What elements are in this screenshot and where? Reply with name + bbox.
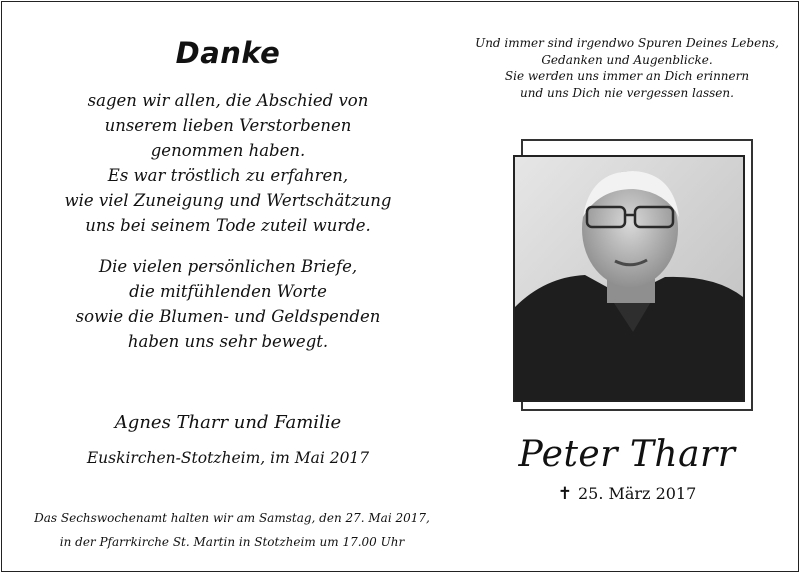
- memorial-quote: [454, 35, 800, 101]
- text-line: wie viel Zuneigung und Wertschätzung: [64, 191, 392, 210]
- text-line: sowie die Blumen- und Geldspenden: [75, 307, 381, 326]
- quote-line: Sie werden uns immer an Dich erinnern: [504, 69, 750, 83]
- cross-icon: ✝: [557, 484, 572, 504]
- quote-line: Gedanken und Augenblicke.: [541, 52, 713, 67]
- family-signature: Agnes Tharr und Familie: [114, 412, 342, 433]
- quote-line: und uns Dich nie vergessen lassen.: [520, 85, 734, 100]
- deceased-name: Peter Tharr: [518, 434, 736, 475]
- text-line: Die vielen persönlichen Briefe,: [98, 257, 358, 276]
- text-line: haben uns sehr bewegt.: [127, 332, 329, 351]
- notice-line: Das Sechswochenamt halten wir am Samstag, den 27. Mai 2017,: [34, 511, 430, 525]
- text-line: genommen haben.: [150, 141, 306, 160]
- text-line: die mitfühlenden Worte: [129, 282, 327, 301]
- portrait-photo-icon: [513, 155, 745, 402]
- death-date: 25. März 2017: [577, 484, 697, 503]
- left-column: [2, 2, 454, 571]
- thanks-paragraph-1: [2, 88, 454, 238]
- obituary-card: [1, 1, 799, 572]
- text-line: sagen wir allen, die Abschied von: [87, 91, 369, 110]
- place-and-date: Euskirchen-Stotzheim, im Mai 2017: [86, 449, 370, 467]
- portrait-silhouette-icon: [515, 157, 743, 400]
- thanks-heading: Danke: [175, 36, 281, 70]
- mass-notice: [2, 506, 462, 554]
- death-date-line: [454, 484, 800, 504]
- right-column: [454, 2, 800, 571]
- text-line: Es war tröstlich zu erfahren,: [107, 166, 349, 185]
- notice-line: in der Pfarrkirche St. Martin in Stotzheim um 17.00 Uhr: [59, 535, 405, 549]
- quote-line: Und immer sind irgendwo Spuren Deines Lebens,: [475, 36, 779, 50]
- text-line: uns bei seinem Tode zuteil wurde.: [85, 216, 371, 235]
- thanks-paragraph-2: [2, 254, 454, 354]
- text-line: unserem lieben Verstorbenen: [104, 116, 352, 135]
